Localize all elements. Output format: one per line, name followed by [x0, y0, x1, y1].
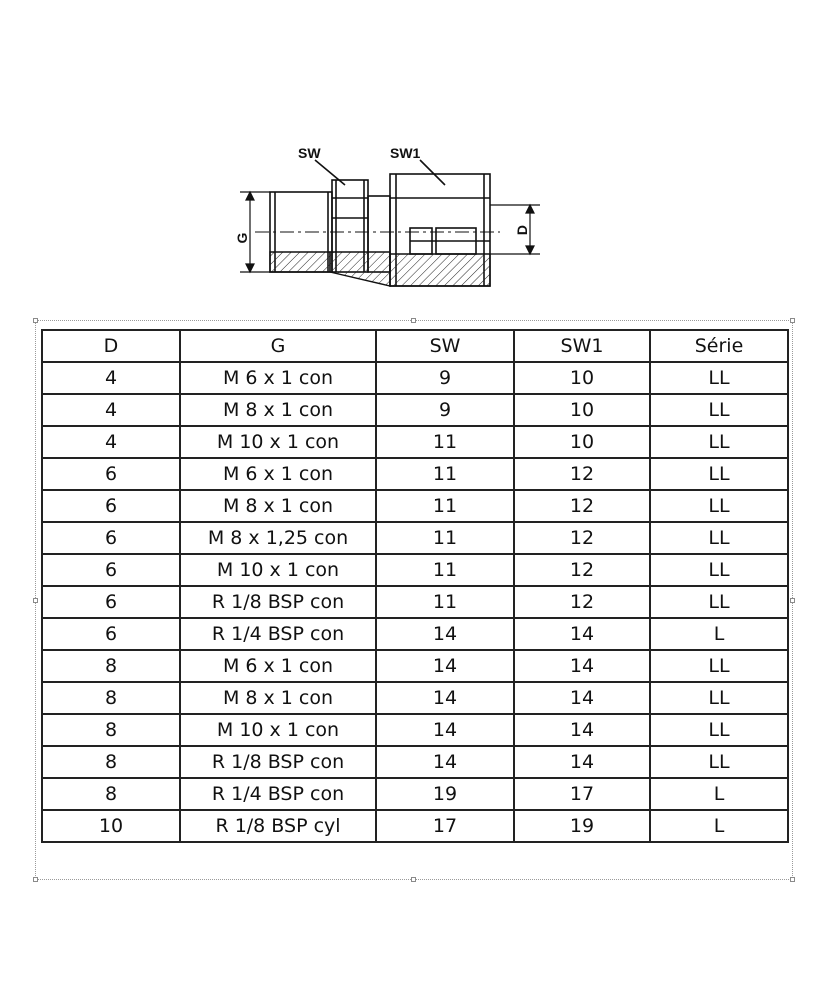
table-row: [42, 618, 788, 650]
cell-serie: LL: [650, 394, 788, 426]
label-d: D: [514, 224, 530, 236]
cell-sw: 19: [376, 778, 514, 810]
cell-d: 4: [42, 362, 180, 394]
cell-sw1: 12: [514, 490, 650, 522]
cell-g: M 10 x 1 con: [180, 714, 376, 746]
cell-d: 4: [42, 394, 180, 426]
cell-g: R 1/4 BSP con: [180, 618, 376, 650]
cell-sw1: 14: [514, 714, 650, 746]
cell-sw: 11: [376, 490, 514, 522]
cell-sw: 17: [376, 810, 514, 842]
cell-d: 6: [42, 490, 180, 522]
specification-table: [41, 329, 789, 843]
header-g: G: [180, 330, 376, 362]
resize-handle-bottom-left[interactable]: [33, 877, 38, 882]
table-body: [42, 362, 788, 842]
table-row: [42, 394, 788, 426]
cell-sw: 14: [376, 714, 514, 746]
cell-g: M 8 x 1 con: [180, 682, 376, 714]
cell-d: 8: [42, 682, 180, 714]
cell-sw1: 12: [514, 458, 650, 490]
resize-handle-left[interactable]: [33, 598, 38, 603]
cell-g: M 10 x 1 con: [180, 554, 376, 586]
cell-g: R 1/8 BSP con: [180, 746, 376, 778]
cell-serie: LL: [650, 362, 788, 394]
cell-sw: 11: [376, 426, 514, 458]
cell-serie: LL: [650, 426, 788, 458]
cell-sw: 14: [376, 682, 514, 714]
cell-g: M 8 x 1,25 con: [180, 522, 376, 554]
header-serie: Série: [650, 330, 788, 362]
cell-sw1: 10: [514, 362, 650, 394]
cell-sw1: 12: [514, 554, 650, 586]
table-row: [42, 426, 788, 458]
table-row: [42, 746, 788, 778]
cell-d: 6: [42, 586, 180, 618]
cell-serie: L: [650, 810, 788, 842]
cell-sw: 11: [376, 522, 514, 554]
label-sw1: SW1: [390, 145, 421, 161]
cell-sw1: 14: [514, 682, 650, 714]
cell-sw1: 14: [514, 746, 650, 778]
cell-sw1: 12: [514, 586, 650, 618]
resize-handle-right[interactable]: [790, 598, 795, 603]
cell-d: 6: [42, 554, 180, 586]
table-row: [42, 458, 788, 490]
cell-sw1: 14: [514, 618, 650, 650]
table-row: [42, 362, 788, 394]
cell-sw1: 14: [514, 650, 650, 682]
cell-g: M 6 x 1 con: [180, 362, 376, 394]
header-sw1: SW1: [514, 330, 650, 362]
cell-sw1: 10: [514, 426, 650, 458]
cell-g: M 8 x 1 con: [180, 394, 376, 426]
cell-g: M 10 x 1 con: [180, 426, 376, 458]
table-row: [42, 778, 788, 810]
table-row: [42, 586, 788, 618]
table-row: [42, 810, 788, 842]
cell-sw: 11: [376, 554, 514, 586]
cell-sw: 9: [376, 362, 514, 394]
table-row: [42, 714, 788, 746]
fitting-technical-drawing: [230, 140, 550, 300]
cell-d: 8: [42, 778, 180, 810]
cell-sw1: 17: [514, 778, 650, 810]
resize-handle-top-left[interactable]: [33, 318, 38, 323]
cell-sw: 11: [376, 458, 514, 490]
cell-d: 4: [42, 426, 180, 458]
cell-serie: LL: [650, 490, 788, 522]
cell-d: 6: [42, 522, 180, 554]
cell-g: R 1/8 BSP con: [180, 586, 376, 618]
cell-serie: LL: [650, 650, 788, 682]
label-sw: SW: [298, 145, 321, 161]
cell-sw1: 10: [514, 394, 650, 426]
resize-handle-bottom-right[interactable]: [790, 877, 795, 882]
label-g: G: [234, 232, 250, 244]
cell-g: M 8 x 1 con: [180, 490, 376, 522]
cell-d: 8: [42, 714, 180, 746]
cell-g: M 6 x 1 con: [180, 458, 376, 490]
cell-serie: LL: [650, 554, 788, 586]
cell-serie: LL: [650, 458, 788, 490]
cell-g: R 1/4 BSP con: [180, 778, 376, 810]
cell-sw: 14: [376, 650, 514, 682]
table-row: [42, 682, 788, 714]
cell-d: 6: [42, 618, 180, 650]
cell-d: 8: [42, 650, 180, 682]
cell-d: 6: [42, 458, 180, 490]
cell-serie: LL: [650, 746, 788, 778]
cell-d: 10: [42, 810, 180, 842]
cell-serie: LL: [650, 682, 788, 714]
cell-serie: L: [650, 778, 788, 810]
header-d: D: [42, 330, 180, 362]
cell-sw: 9: [376, 394, 514, 426]
table-row: [42, 522, 788, 554]
cell-serie: LL: [650, 586, 788, 618]
resize-handle-bottom[interactable]: [411, 877, 416, 882]
cell-serie: LL: [650, 714, 788, 746]
cell-serie: LL: [650, 522, 788, 554]
cell-serie: L: [650, 618, 788, 650]
header-sw: SW: [376, 330, 514, 362]
cell-sw: 11: [376, 586, 514, 618]
table-row: [42, 554, 788, 586]
table-row: [42, 490, 788, 522]
cell-g: M 6 x 1 con: [180, 650, 376, 682]
resize-handle-top[interactable]: [411, 318, 416, 323]
resize-handle-top-right[interactable]: [790, 318, 795, 323]
cell-sw: 14: [376, 746, 514, 778]
cell-sw1: 12: [514, 522, 650, 554]
cell-sw1: 19: [514, 810, 650, 842]
cell-g: R 1/8 BSP cyl: [180, 810, 376, 842]
table-header-row: [42, 330, 788, 362]
table-row: [42, 650, 788, 682]
cell-d: 8: [42, 746, 180, 778]
fitting-drawing-svg: [230, 140, 550, 300]
cell-sw: 14: [376, 618, 514, 650]
